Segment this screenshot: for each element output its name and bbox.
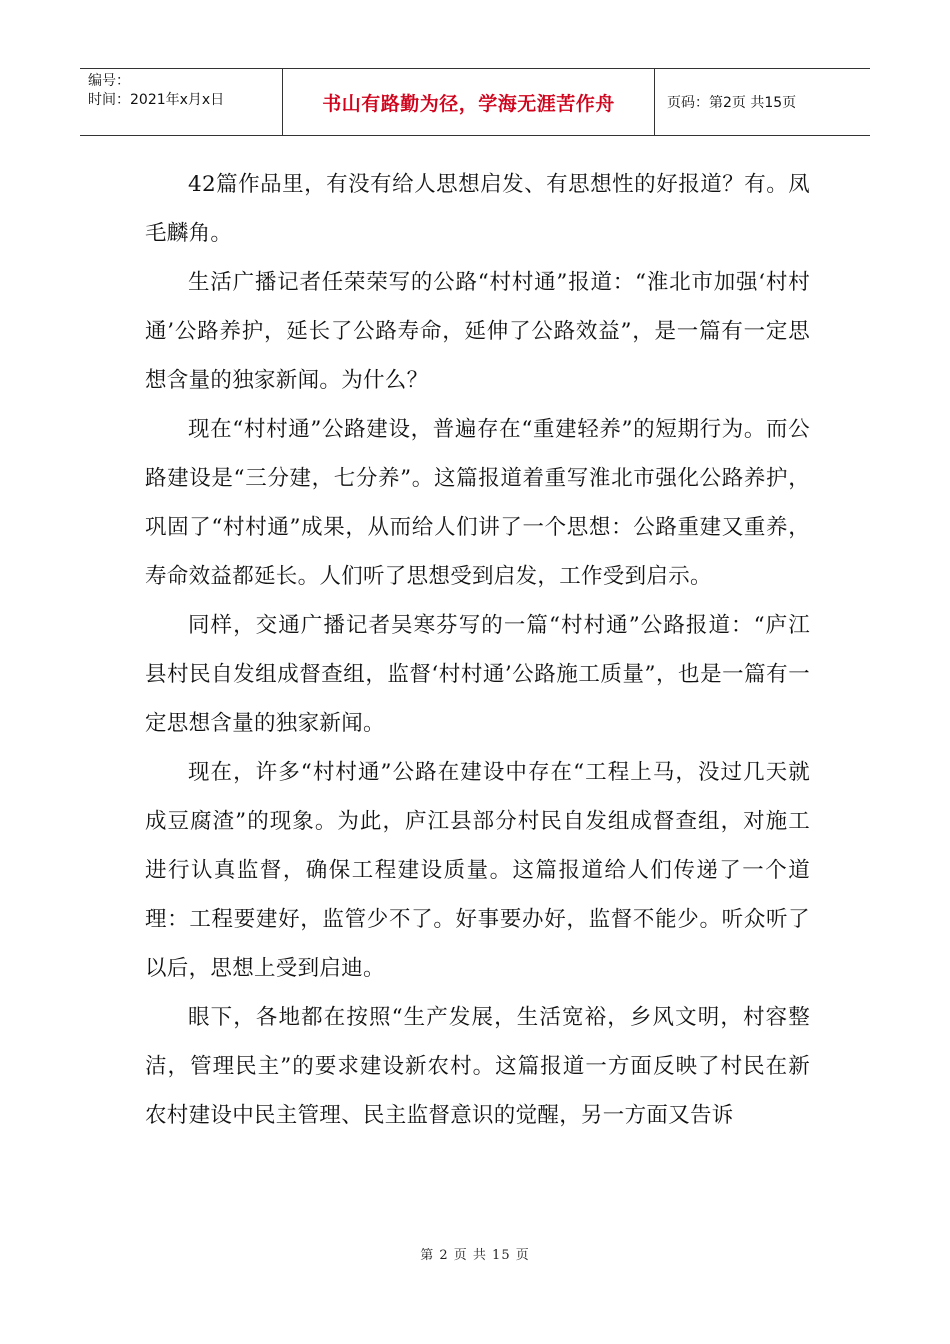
header-meta-cell — [80, 69, 283, 135]
document-header — [80, 68, 870, 136]
motto-text: 书山有路勤为径，学海无涯苦作舟 — [322, 92, 615, 115]
page-footer: 第 2 页 共 15 页 — [420, 1248, 530, 1263]
paragraph-5: 现在，许多“村村通”公路在建设中存在“工程上马，没过几天就成豆腐渣”的现象。为此，庐江县部分村民自发组成督查组，对施工进行认真监督，确保工程建设质量。这篇报道给人们传递了一个道理：工程要建好，监管少不了。好事要办好，监督不能少。听众听了以后，思想上受到启迪。 — [145, 760, 810, 981]
document-body — [145, 160, 810, 1140]
paragraph-6: 眼下，各地都在按照“生产发展，生活宽裕，乡风文明，村容整洁，管理民主”的要求建设新农村。这篇报道一方面反映了村民在新农村建设中民主管理、民主监督意识的觉醒，另一方面又告诉 — [145, 1005, 810, 1128]
number-label: 编号： — [88, 73, 130, 89]
page-info: 页码：第2页 共15页 — [667, 95, 797, 111]
date-line: 时间：2021年x月x日 — [88, 92, 225, 108]
paragraph-4: 同样，交通广播记者吴寒芬写的一篇“村村通”公路报道：“庐江县村民自发组成督查组，监督‘村村通’公路施工质量”，也是一篇有一定思想含量的独家新闻。 — [145, 613, 810, 736]
header-motto-cell — [283, 69, 655, 135]
paragraph-2: 生活广播记者任荣荣写的公路“村村通”报道：“淮北市加强‘村村通’公路养护，延长了公路寿命，延伸了公路效益”，是一篇有一定思想含量的独家新闻。为什么？ — [145, 270, 810, 393]
paragraph-1: 42篇作品里，有没有给人思想启发、有思想性的好报道？有。凤毛麟角。 — [145, 172, 810, 246]
header-page-cell — [655, 69, 870, 135]
paragraph-3: 现在“村村通”公路建设，普遍存在“重建轻养”的短期行为。而公路建设是“三分建，七分养”。这篇报道着重写淮北市强化公路养护，巩固了“村村通”成果，从而给人们讲了一个思想：公路重建又重养，寿命效益都延长。人们听了思想受到启发，工作受到启示。 — [145, 417, 810, 589]
